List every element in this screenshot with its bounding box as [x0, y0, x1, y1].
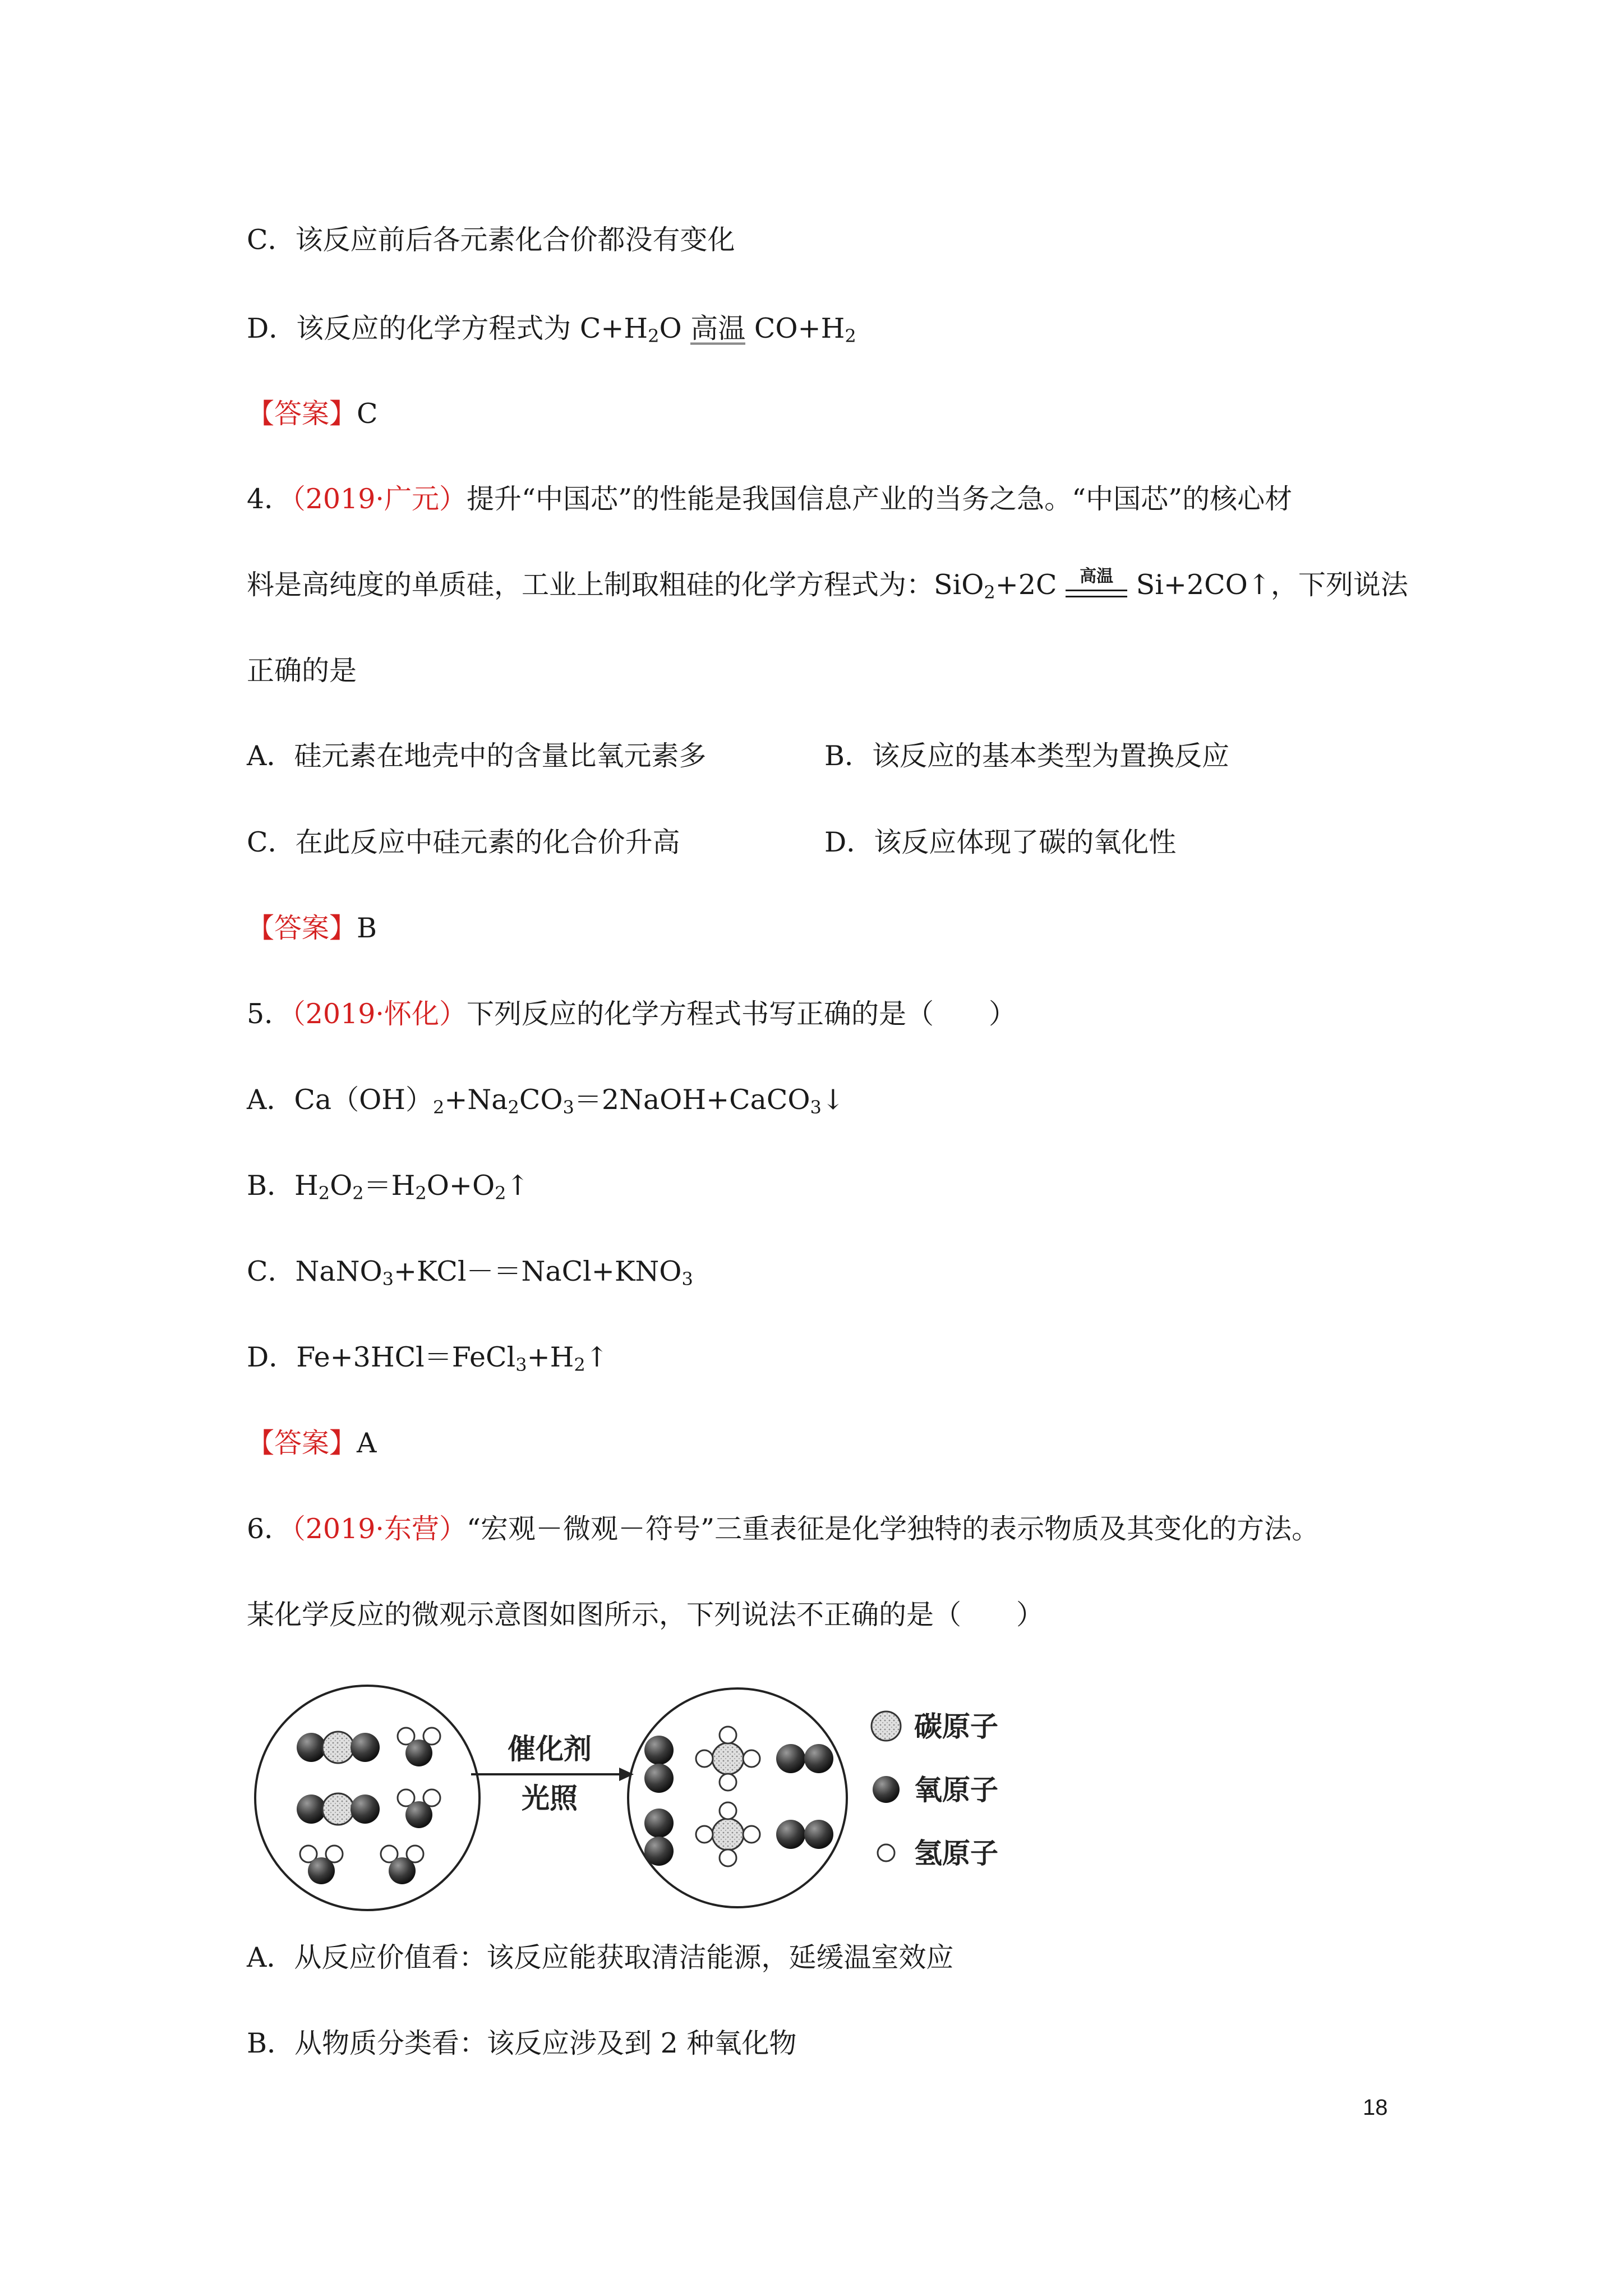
- q3-option-d: D．该反应的化学方程式为 $C+H_2O$ 高温 $CO+H_2$: [247, 312, 856, 347]
- condition-light: 光照: [522, 1782, 578, 1815]
- page-number: 18: [1363, 2095, 1388, 2120]
- q6-option-a: A．从反应价值看：该反应能获取清洁能源，延缓温室效应: [247, 1941, 954, 1973]
- water-molecule: [300, 1846, 343, 1884]
- q3-answer: 【答案】C: [247, 398, 378, 430]
- carbon-dioxide-molecule: [297, 1793, 380, 1825]
- q3-option-c: C．该反应前后各元素化合价都没有变化: [247, 224, 735, 256]
- q4-option-d: D．该反应体现了碳的氧化性: [824, 826, 1177, 858]
- legend-oxygen: [873, 1774, 998, 1806]
- carbon-dioxide-molecule: [297, 1732, 380, 1763]
- q5-option-b: B．$H_2O_2=H_2O+O_2↑$: [247, 1170, 529, 1204]
- water-molecule: [381, 1846, 423, 1884]
- legend-hydrogen-label: 氢原子: [914, 1837, 998, 1870]
- q4-stem-line1: 4．（2019·广元）提升“中国芯”的性能是我国信息产业的当务之急。“中国芯”的核心材: [247, 483, 1293, 515]
- water-molecule: [398, 1728, 440, 1766]
- q5-source: （2019·怀化）: [292, 998, 467, 1030]
- legend-carbon: [872, 1710, 998, 1743]
- q5-stem: 5．（2019·怀化）下列反应的化学方程式书写正确的是（ ）: [247, 998, 1016, 1030]
- reaction-diagram: [247, 1674, 1043, 1921]
- q4-stem-line3: 正确的是: [247, 655, 357, 687]
- methane-molecule: [696, 1802, 760, 1866]
- products-circle: [628, 1688, 847, 1907]
- oxygen-molecule: [776, 1744, 833, 1773]
- q5-answer: 【答案】A: [247, 1427, 377, 1459]
- q4-option-b: B．该反应的基本类型为置换反应: [824, 740, 1230, 772]
- condition-catalyst: 催化剂: [508, 1733, 592, 1765]
- q5-option-a: A．$Ca(OH)_2+Na_2CO_3=2NaOH+CaCO_3↓$: [247, 1084, 845, 1118]
- q5-option-d: D．$Fe+3HCl=FeCl_3+H_2↑$: [247, 1341, 608, 1375]
- q6-stem-line2: 某化学反应的微观示意图如图所示，下列说法不正确的是（ ）: [247, 1599, 1044, 1631]
- legend-carbon-label: 碳原子: [914, 1710, 998, 1743]
- legend-oxygen-label: 氧原子: [914, 1774, 998, 1806]
- q4-source: （2019·广元）: [292, 483, 467, 515]
- q5-option-c: C．$NaNO_3+KCl-=NaCl+KNO_3$: [247, 1255, 693, 1290]
- legend-hydrogen: [878, 1837, 998, 1870]
- reaction-condition-high-temp: 高温: [690, 312, 746, 344]
- q6-stem-line1: 6．（2019·东营）“宏观－微观－符号”三重表征是化学独特的表示物质及其变化的方法。: [247, 1513, 1320, 1545]
- q4-answer: 【答案】B: [247, 912, 377, 944]
- water-molecule: [398, 1789, 440, 1828]
- q4-stem-line2: 料是高纯度的单质硅，工业上制取粗硅的化学方程式为：SiO$_2$+2C 高温 Si+2CO↑，下列说法: [247, 567, 1408, 603]
- methane-molecule: [696, 1727, 760, 1791]
- q6-source: （2019·东营）: [292, 1513, 467, 1545]
- q4-options-row1: [247, 739, 706, 773]
- oxygen-molecule: [644, 1736, 674, 1793]
- oxygen-molecule: [644, 1809, 674, 1866]
- q6-option-b: B．从物质分类看：该反应涉及到 2 种氧化物: [247, 2027, 797, 2059]
- q4-option-a: A．硅元素在地壳中的含量比氧元素多: [247, 740, 707, 772]
- oxygen-molecule: [776, 1820, 833, 1849]
- reaction-condition-high-temp: 高温: [1066, 568, 1127, 602]
- q4-option-c: C．在此反应中硅元素的化合价升高: [247, 826, 680, 858]
